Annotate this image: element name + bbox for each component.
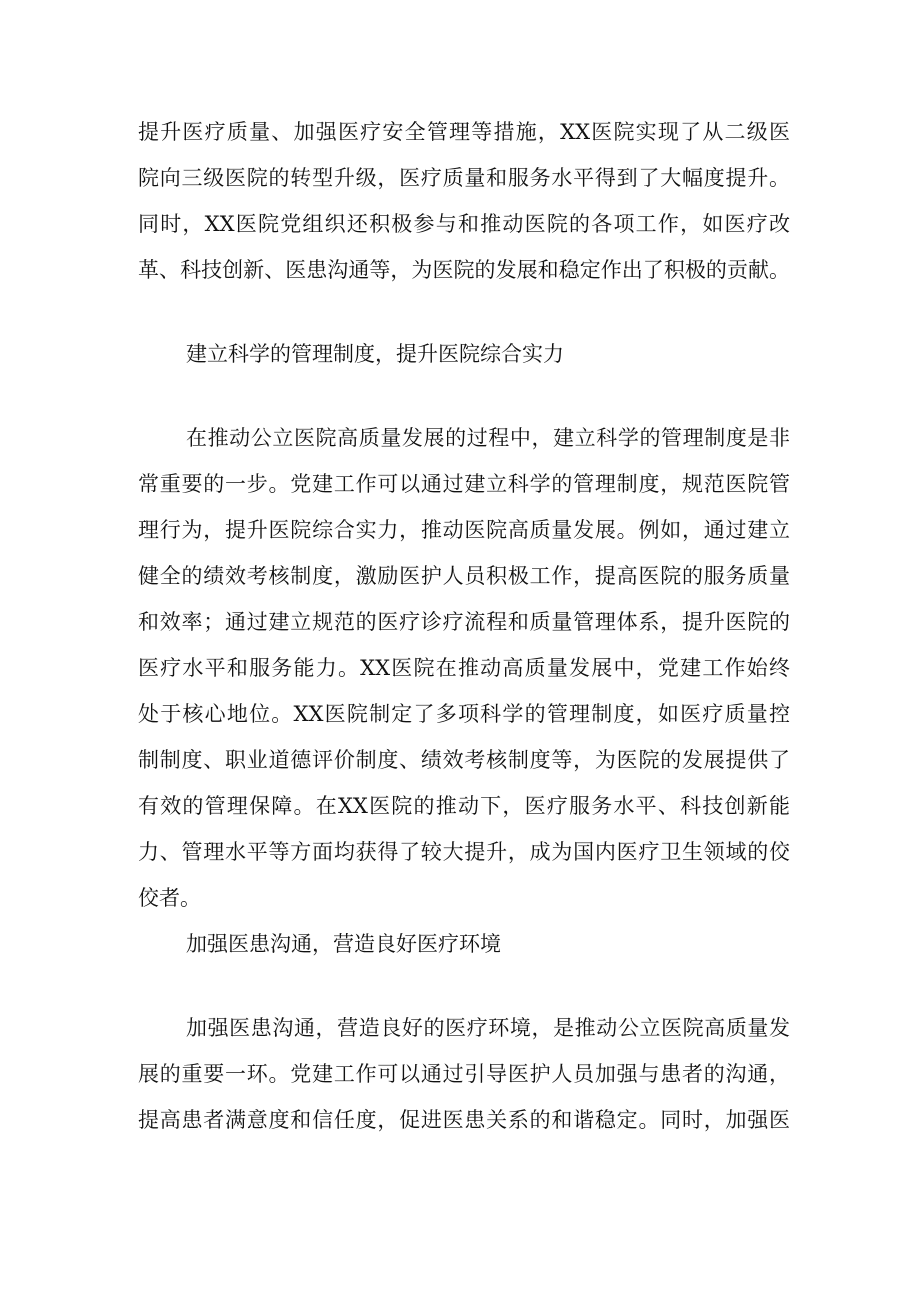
paragraph-2-line-11: 佼者。 (138, 886, 201, 910)
paragraph-3-line-2: 展的重要一环。党建工作可以通过引导医护人员加强与患者的沟通， (138, 1062, 790, 1086)
paragraph-2-line-3: 理行为，提升医院综合实力，推动医院高质量发展。例如，通过建立 (138, 518, 790, 542)
paragraph-2-line-10: 力、管理水平等方面均获得了较大提升，成为国内医疗卫生领域的佼 (138, 840, 790, 864)
paragraph-1-line-4: 革、科技创新、医患沟通等，为医院的发展和稳定作出了积极的贡献。 (138, 258, 790, 282)
paragraph-2-line-7: 处于核心地位。XX医院制定了多项科学的管理制度，如医疗质量控 (138, 702, 790, 726)
paragraph-2-line-8: 制制度、职业道德评价制度、绩效考核制度等，为医院的发展提供了 (138, 748, 790, 772)
paragraph-2-line-2: 常重要的一步。党建工作可以通过建立科学的管理制度，规范医院管 (138, 472, 790, 496)
paragraph-2-line-5: 和效率；通过建立规范的医疗诊疗流程和质量管理体系，提升医院的 (138, 610, 790, 634)
paragraph-3-line-1: 加强医患沟通，营造良好的医疗环境，是推动公立医院高质量发 (186, 1016, 790, 1040)
section-heading-management: 建立科学的管理制度，提升医院综合实力 (186, 342, 564, 366)
paragraph-3-line-3: 提高患者满意度和信任度，促进医患关系的和谐稳定。同时，加强医 (138, 1108, 790, 1132)
paragraph-1-line-2: 院向三级医院的转型升级，医疗质量和服务水平得到了大幅度提升。 (138, 166, 790, 190)
section-heading-communication: 加强医患沟通，营造良好医疗环境 (186, 932, 501, 956)
paragraph-2-line-6: 医疗水平和服务能力。XX医院在推动高质量发展中，党建工作始终 (138, 656, 790, 680)
paragraph-1-line-1: 提升医疗质量、加强医疗安全管理等措施，XX医院实现了从二级医 (138, 120, 790, 144)
paragraph-2-line-4: 健全的绩效考核制度，激励医护人员积极工作，提高医院的服务质量 (138, 564, 790, 588)
paragraph-2-line-1: 在推动公立医院高质量发展的过程中，建立科学的管理制度是非 (186, 426, 790, 450)
paragraph-1-line-3: 同时，XX医院党组织还积极参与和推动医院的各项工作，如医疗改 (138, 212, 790, 236)
paragraph-2-line-9: 有效的管理保障。在XX医院的推动下，医疗服务水平、科技创新能 (138, 794, 790, 818)
